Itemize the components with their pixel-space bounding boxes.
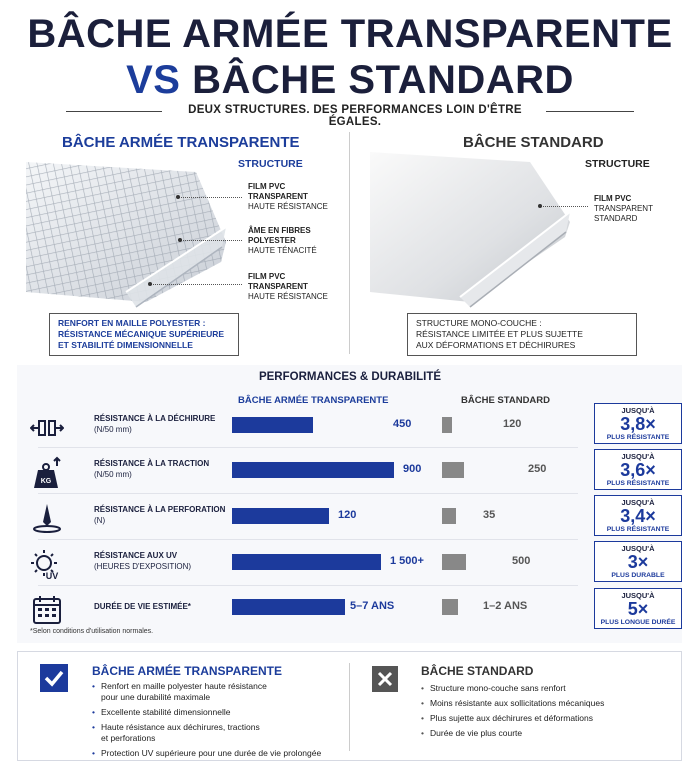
- performance-title: PERFORMANCES & DURABILITÉ: [258, 371, 442, 383]
- perf-row-label: DURÉE DE VIE ESTIMÉE*: [94, 602, 191, 611]
- standard-value: 120: [503, 418, 522, 430]
- row-separator: [38, 585, 578, 586]
- standard-layer-leader: [540, 206, 588, 207]
- armee-value: 450: [393, 418, 412, 430]
- svg-text:KG: KG: [40, 478, 52, 485]
- main-title-standard: BÂCHE STANDARD: [192, 58, 574, 102]
- main-title-line1: BÂCHE ARMÉE TRANSPARENTE: [27, 12, 673, 56]
- list-item: • Durée de vie plus courte: [421, 728, 671, 739]
- perf-row-label: RÉSISTANCE À LA TRACTION (N/50 mm): [94, 459, 210, 479]
- ratio-badge-lifetime: JUSQU'À 5× PLUS LONGUE DURÉE: [594, 588, 682, 629]
- standard-bar: [442, 599, 458, 615]
- armee-value: 120: [338, 509, 357, 521]
- list-item: • Plus sujette aux déchirures et déformations: [421, 713, 671, 724]
- armee-layer3-dot: [148, 282, 152, 286]
- armee-layer3-leader: [150, 284, 242, 285]
- reinforced-tarp-image: [26, 152, 226, 312]
- subtitle-rule-left: [66, 111, 162, 112]
- perf-row-label: RÉSISTANCE À LA DÉCHIRURE (N/50 mm): [94, 414, 216, 434]
- armee-bar: [232, 508, 329, 524]
- row-separator: [38, 539, 578, 540]
- footnote: *Selon conditions d'utilisation normales.: [30, 628, 154, 635]
- summary-standard-title: BÂCHE STANDARD: [421, 664, 534, 678]
- standard-value: 250: [528, 463, 547, 475]
- perforation-icon: [30, 502, 64, 536]
- armee-layer2-leader: [180, 240, 242, 241]
- ratio-badge-traction: JUSQU'À 3,6× PLUS RÉSISTANTE: [594, 449, 682, 490]
- main-title-line2: [0, 58, 700, 102]
- vs-text: VS: [126, 58, 181, 102]
- standard-bar: [442, 508, 456, 524]
- row-separator: [38, 493, 578, 494]
- armee-structure-label: STRUCTURE: [238, 158, 303, 170]
- summary-armee-list: [92, 681, 337, 763]
- uv-sun-icon: [30, 548, 64, 582]
- column-divider: [349, 132, 350, 354]
- performance-col-armee: BÂCHE ARMÉE TRANSPARENTE: [238, 395, 389, 406]
- armee-layer1-label: FILM PVC TRANSPARENT HAUTE RÉSISTANCE: [248, 182, 328, 211]
- perf-row-label: RÉSISTANCE AUX UV (HEURES D'EXPOSITION): [94, 551, 192, 571]
- armee-layer1-leader: [178, 197, 242, 198]
- list-item: • Moins résistante aux sollicitations mécaniques: [421, 698, 671, 709]
- perf-row-label: RÉSISTANCE À LA PERFORATION (N): [94, 505, 226, 525]
- armee-bar: [232, 462, 394, 478]
- subtitle-bar: [0, 103, 700, 128]
- armee-value: 5–7 ANS: [350, 600, 395, 612]
- armee-title: BÂCHE ARMÉE TRANSPARENTE: [62, 134, 300, 151]
- list-item: • Structure mono-couche sans renfort: [421, 683, 671, 694]
- performance-col-standard: BÂCHE STANDARD: [461, 395, 551, 406]
- list-item: • Haute résistance aux déchirures, tractions et perforations: [92, 722, 337, 744]
- armee-layer1-dot: [176, 195, 180, 199]
- standard-value: 35: [483, 509, 496, 521]
- subtitle: DEUX STRUCTURES. DES PERFORMANCES LOIN D'ÊTRE ÉGALES.: [188, 104, 522, 128]
- perf-row-tear: [20, 405, 580, 449]
- armee-bar: [232, 417, 313, 433]
- armee-layer3-label: FILM PVC TRANSPARENT HAUTE RÉSISTANCE: [248, 272, 328, 301]
- list-item: • Protection UV supérieure pour une durée de vie prolongée: [92, 748, 337, 759]
- armee-value: 900: [403, 463, 422, 475]
- ratio-badge-perforation: JUSQU'À 3,4× PLUS RÉSISTANTE: [594, 495, 682, 536]
- summary-standard-list: [421, 683, 671, 743]
- standard-bar: [442, 554, 466, 570]
- svg-text:UV: UV: [45, 571, 59, 581]
- calendar-icon: [30, 593, 64, 627]
- perf-row-traction: [20, 450, 580, 494]
- armee-layer2-dot: [178, 238, 182, 242]
- list-item: • Renfort en maille polyester haute résistance pour une durabilité maximale: [92, 681, 337, 703]
- list-item: • Excellente stabilité dimensionnelle: [92, 707, 337, 718]
- standard-title: BÂCHE STANDARD: [463, 134, 604, 151]
- subtitle-rule-right: [546, 111, 634, 112]
- armee-note-box: RENFORT EN MAILLE POLYESTER : RÉSISTANCE MÉCANIQUE SUPÉRIEURE ET STABILITÉ DIMENSIONNELLE: [49, 313, 239, 356]
- standard-structure-label: STRUCTURE: [585, 158, 650, 170]
- weight-icon: [30, 456, 64, 490]
- standard-note-box: STRUCTURE MONO-COUCHE : RÉSISTANCE LIMITÉE ET PLUS SUJETTE AUX DÉFORMATIONS ET DÉCHIRURES: [407, 313, 637, 356]
- check-icon: [40, 664, 68, 692]
- standard-bar: [442, 462, 464, 478]
- summary-armee-title: BÂCHE ARMÉE TRANSPARENTE: [92, 664, 283, 678]
- armee-bar: [232, 554, 381, 570]
- row-separator: [38, 447, 578, 448]
- armee-bar: [232, 599, 345, 615]
- standard-layer-dot: [538, 204, 542, 208]
- perf-row-perforation: [20, 496, 580, 540]
- standard-value: 500: [512, 555, 531, 567]
- standard-tarp-image: [370, 152, 570, 312]
- ratio-badge-uv: JUSQU'À 3× PLUS DURABLE: [594, 541, 682, 582]
- tear-icon: [30, 411, 64, 445]
- armee-value: 1 500+: [390, 555, 424, 567]
- close-x-icon: [372, 666, 398, 692]
- perf-row-uv: [20, 542, 580, 586]
- standard-bar: [442, 417, 452, 433]
- standard-value: 1–2 ANS: [483, 600, 528, 612]
- ratio-badge-tear: JUSQU'À 3,8× PLUS RÉSISTANTE: [594, 403, 682, 444]
- perf-row-lifetime: [20, 587, 580, 631]
- summary-divider: [349, 663, 350, 751]
- armee-layer2-label: ÂME EN FIBRES POLYESTER HAUTE TÉNACITÉ: [248, 226, 317, 255]
- standard-layer-label: FILM PVC TRANSPARENT STANDARD: [594, 194, 653, 223]
